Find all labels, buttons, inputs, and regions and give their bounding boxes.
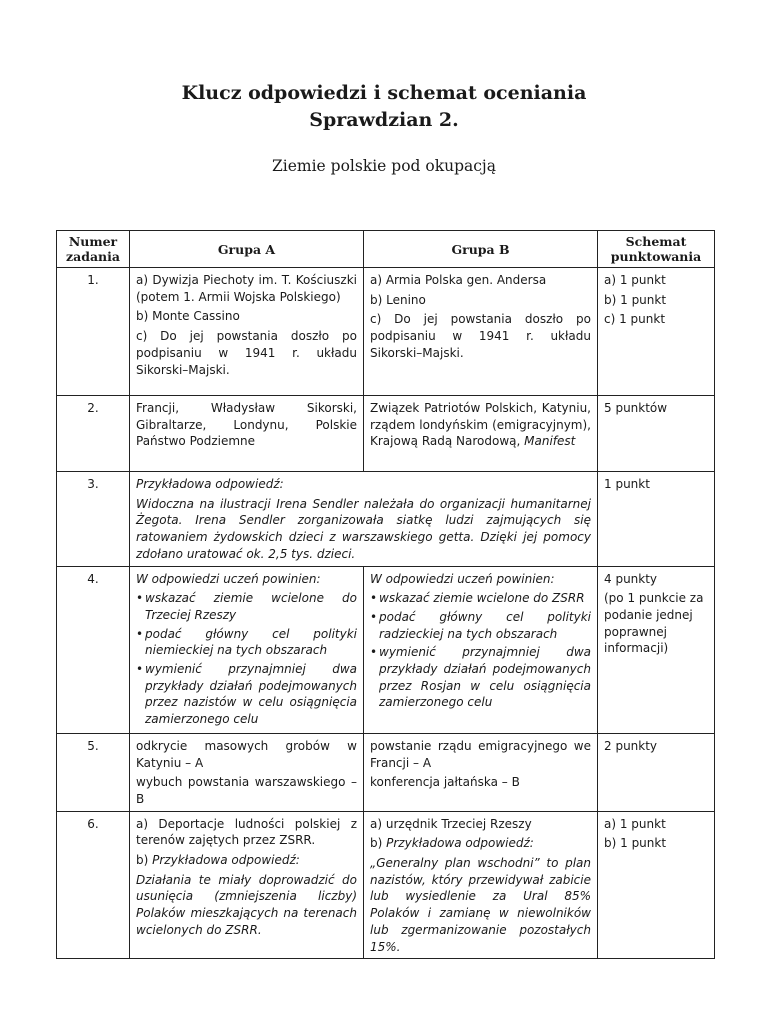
task-number: 6. — [57, 811, 130, 959]
answer-part: c) Do jej powstania doszło po podpisaniu w 1941 r. układu Sikorski–Majski. — [370, 312, 591, 360]
scoring-cell — [598, 811, 715, 959]
answer-text-italic: Manifest — [524, 434, 576, 449]
group-a-answer — [130, 268, 364, 396]
group-b-answer — [364, 811, 598, 959]
score-item: 1 punkt — [604, 477, 650, 491]
group-a-answer — [130, 566, 364, 733]
table-row — [57, 268, 715, 396]
group-a-answer — [130, 733, 364, 811]
answer-key-table — [56, 230, 715, 959]
list-item: • wymienić przynajmniej dwa przykłady działań podejmowanych przez nazistów w celu osiągnięcia zamierzonego celu — [136, 661, 357, 728]
document-title: Klucz odpowiedzi i schemat oceniania — [181, 82, 587, 104]
answer-part: b) Lenino — [370, 292, 426, 307]
group-b-answer — [364, 268, 598, 396]
answer-text: „Generalny plan wschodni” to plan nazistów, który przewidywał zabicie lub wysiedlenie za Ural 85% Polaków i zamianę w niewolników lub zgermanizowanie pozostałych 15%. — [370, 856, 591, 954]
answer-text: Działania te miały doprowadzić do usunięcia (zmniejszenia liczby) Polaków mieszkających na terenach wcielonych do ZSRR. — [136, 872, 357, 937]
score-item: 5 punktów — [604, 401, 668, 415]
scoring-cell — [598, 566, 715, 733]
answer-bullet-list — [370, 590, 591, 711]
task-number: 5. — [57, 733, 130, 811]
header-number: Numer zadania — [57, 231, 130, 268]
answer-part: konferencja jałtańska – B — [370, 775, 520, 790]
answer-prefix: b) — [136, 853, 149, 868]
answer-text-main: Związek Patriotów Polskich, Katyniu, rządem londyńskim (emigracyjnym), Krajową Radą Narodową, — [370, 401, 591, 449]
score-item: a) 1 punkt — [604, 273, 666, 287]
answer-part: odkrycie masowych grobów w Katyniu – A — [136, 738, 357, 770]
scoring-cell — [598, 472, 715, 567]
list-item: • podać główny cel polityki radzieckiej na tych obszarach — [370, 609, 591, 642]
answer-label: Przykładowa odpowiedź: — [386, 836, 534, 851]
answer-label: Przykładowa odpowiedź: — [136, 477, 284, 491]
answer-part: c) Do jej powstania doszło po podpisaniu w 1941 r. układu Sikorski–Majski. — [136, 329, 357, 377]
document-header — [0, 80, 768, 176]
score-item: 2 punkty — [604, 738, 658, 753]
table-row — [57, 396, 715, 472]
table-row — [57, 733, 715, 811]
answer-text: Francji, Władysław Sikorski, Gibraltarze, Londynu, Polskie Państwo Podziemne — [136, 401, 357, 449]
group-a-answer — [130, 396, 364, 472]
list-item: • wskazać ziemie wcielone do Trzeciej Rzeszy — [136, 590, 357, 623]
group-b-answer — [364, 396, 598, 472]
table-row — [57, 811, 715, 959]
score-item: c) 1 punkt — [604, 312, 666, 327]
answer-part: a) Dywizja Piechoty im. T. Kościuszki (potem 1. Armii Wojska Polskiego) — [136, 273, 357, 304]
scoring-cell — [598, 396, 715, 472]
task-number: 3. — [57, 472, 130, 567]
table-header-row — [57, 231, 715, 268]
score-note: (po 1 punkcie za podanie jednej poprawnej informacji) — [604, 591, 704, 656]
scoring-cell — [598, 268, 715, 396]
answer-part: a) Armia Polska gen. Andersa — [370, 273, 547, 287]
answer-part: a) Deportacje ludności polskiej z terenów zajętych przez ZSRR. — [136, 816, 357, 848]
group-a-answer — [130, 811, 364, 959]
header-group-a: Grupa A — [130, 231, 364, 268]
list-item: • wymienić przynajmniej dwa przykłady działań podejmowanych przez Rosjan w celu osiągnięcia zamierzonego celu — [370, 644, 591, 711]
answer-part: b) Monte Cassino — [136, 309, 240, 324]
shared-answer — [130, 472, 598, 567]
answer-bullet-list — [136, 590, 357, 728]
score-item: a) 1 punkt — [604, 816, 666, 831]
answer-part: a) urzędnik Trzeciej Rzeszy — [370, 816, 532, 831]
answer-label: Przykładowa odpowiedź: — [152, 853, 300, 868]
score-item: b) 1 punkt — [604, 292, 667, 307]
answer-part: wybuch powstania warszawskiego – B — [136, 775, 357, 806]
header-group-b: Grupa B — [364, 231, 598, 268]
answer-text — [370, 400, 591, 450]
scoring-cell — [598, 733, 715, 811]
table-row — [57, 472, 715, 567]
answer-part: powstanie rządu emigracyjnego we Francji – A — [370, 738, 591, 770]
score-item: 4 punkty — [604, 571, 658, 586]
task-number: 2. — [57, 396, 130, 472]
task-number: 1. — [57, 268, 130, 396]
list-item: • wskazać ziemie wcielone do ZSRR — [370, 590, 591, 607]
task-number: 4. — [57, 566, 130, 733]
answer-prefix: b) — [370, 836, 383, 851]
answer-part — [136, 852, 357, 869]
answer-text: Widoczna na ilustracji Irena Sendler należała do organizacji humanitarnej Żegota. Irena Sendler zorganizowała siatkę ludzi zajmujących się ratowaniem żydowskich dzieci z warszawskiego getta. Dzięki jej pomocy zdołano uratować ok. 2,5 tys. dzieci. — [136, 496, 591, 561]
answer-part — [370, 835, 591, 852]
group-b-answer — [364, 733, 598, 811]
score-item: b) 1 punkt — [604, 836, 667, 851]
table-row — [57, 566, 715, 733]
document-test-number: Sprawdzian 2. — [309, 109, 459, 131]
document-subtitle: Ziemie polskie pod okupacją — [272, 157, 496, 175]
answer-label: W odpowiedzi uczeń powinien: — [370, 571, 555, 586]
header-scoring: Schemat punktowania — [598, 231, 715, 268]
list-item: • podać główny cel polityki niemieckiej na tych obszarach — [136, 626, 357, 659]
answer-label: W odpowiedzi uczeń powinien: — [136, 571, 321, 586]
group-b-answer — [364, 566, 598, 733]
